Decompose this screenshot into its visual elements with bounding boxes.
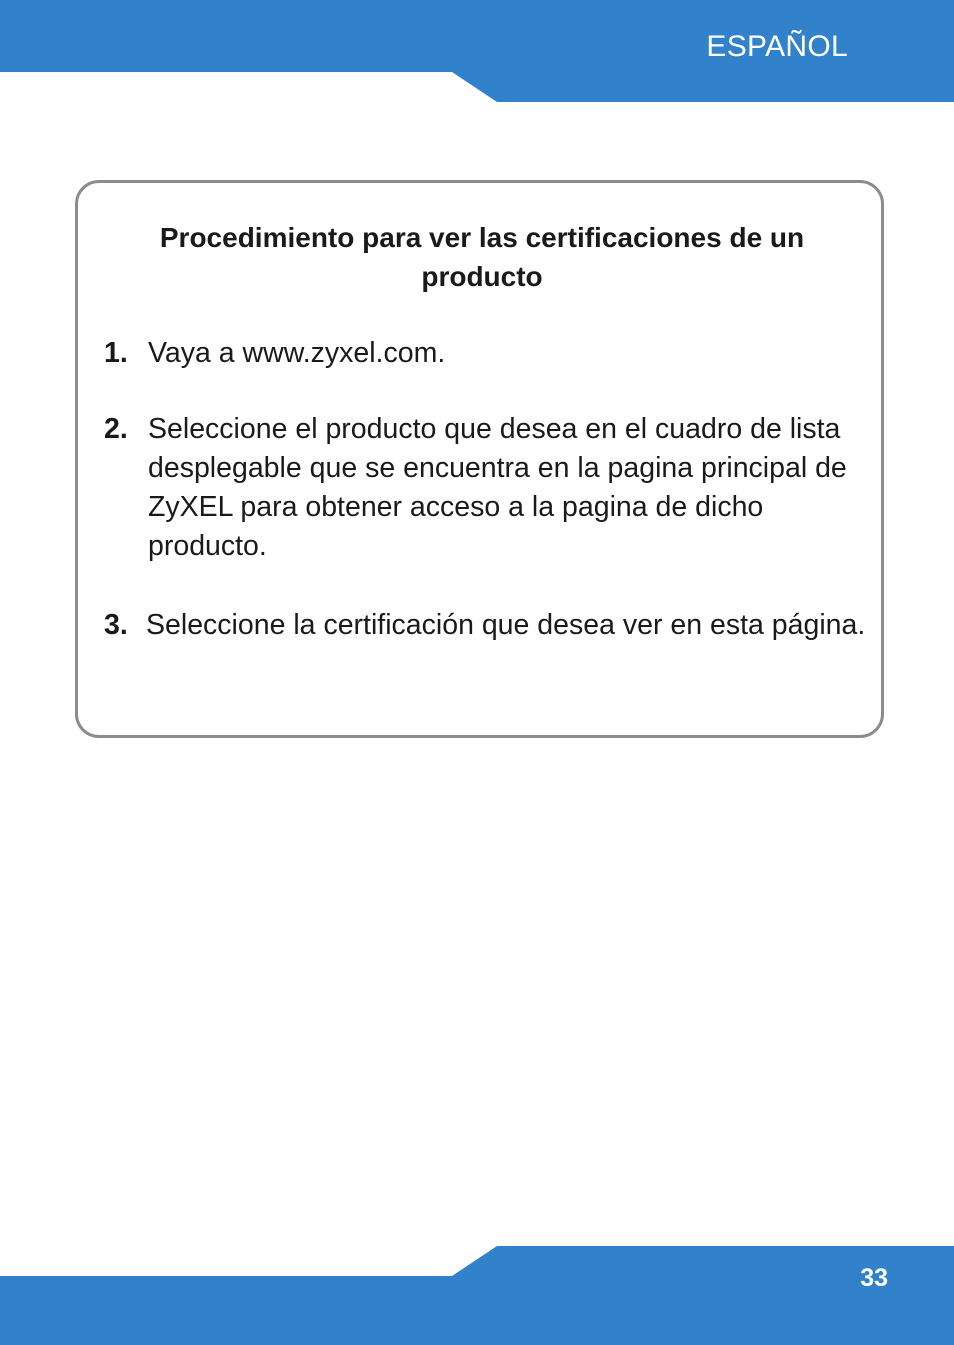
footer-band (0, 1246, 954, 1345)
step-1 (104, 334, 874, 373)
step-2 (104, 410, 874, 566)
step-text: Seleccione el producto que desea en el cuadro de lista desplegable que se encuentra en la pagina principal de ZyXEL para obtener acceso a la pagina de dicho producto. (148, 413, 847, 562)
step-number: 1. (104, 337, 128, 369)
card-title: Procedimiento para ver las certificaciones de un producto (159, 222, 805, 292)
step-number: 3. (104, 609, 128, 641)
step-text: Seleccione la certificación que desea ver en esta página. (146, 609, 866, 641)
language-label: ESPAÑOL (706, 30, 848, 63)
step-text: Vaya a www.zyxel.com. (148, 337, 446, 369)
step-3 (104, 606, 874, 645)
page-number: 33 (860, 1264, 888, 1292)
footer-band-shape (0, 1246, 954, 1345)
step-number: 2. (104, 413, 128, 445)
